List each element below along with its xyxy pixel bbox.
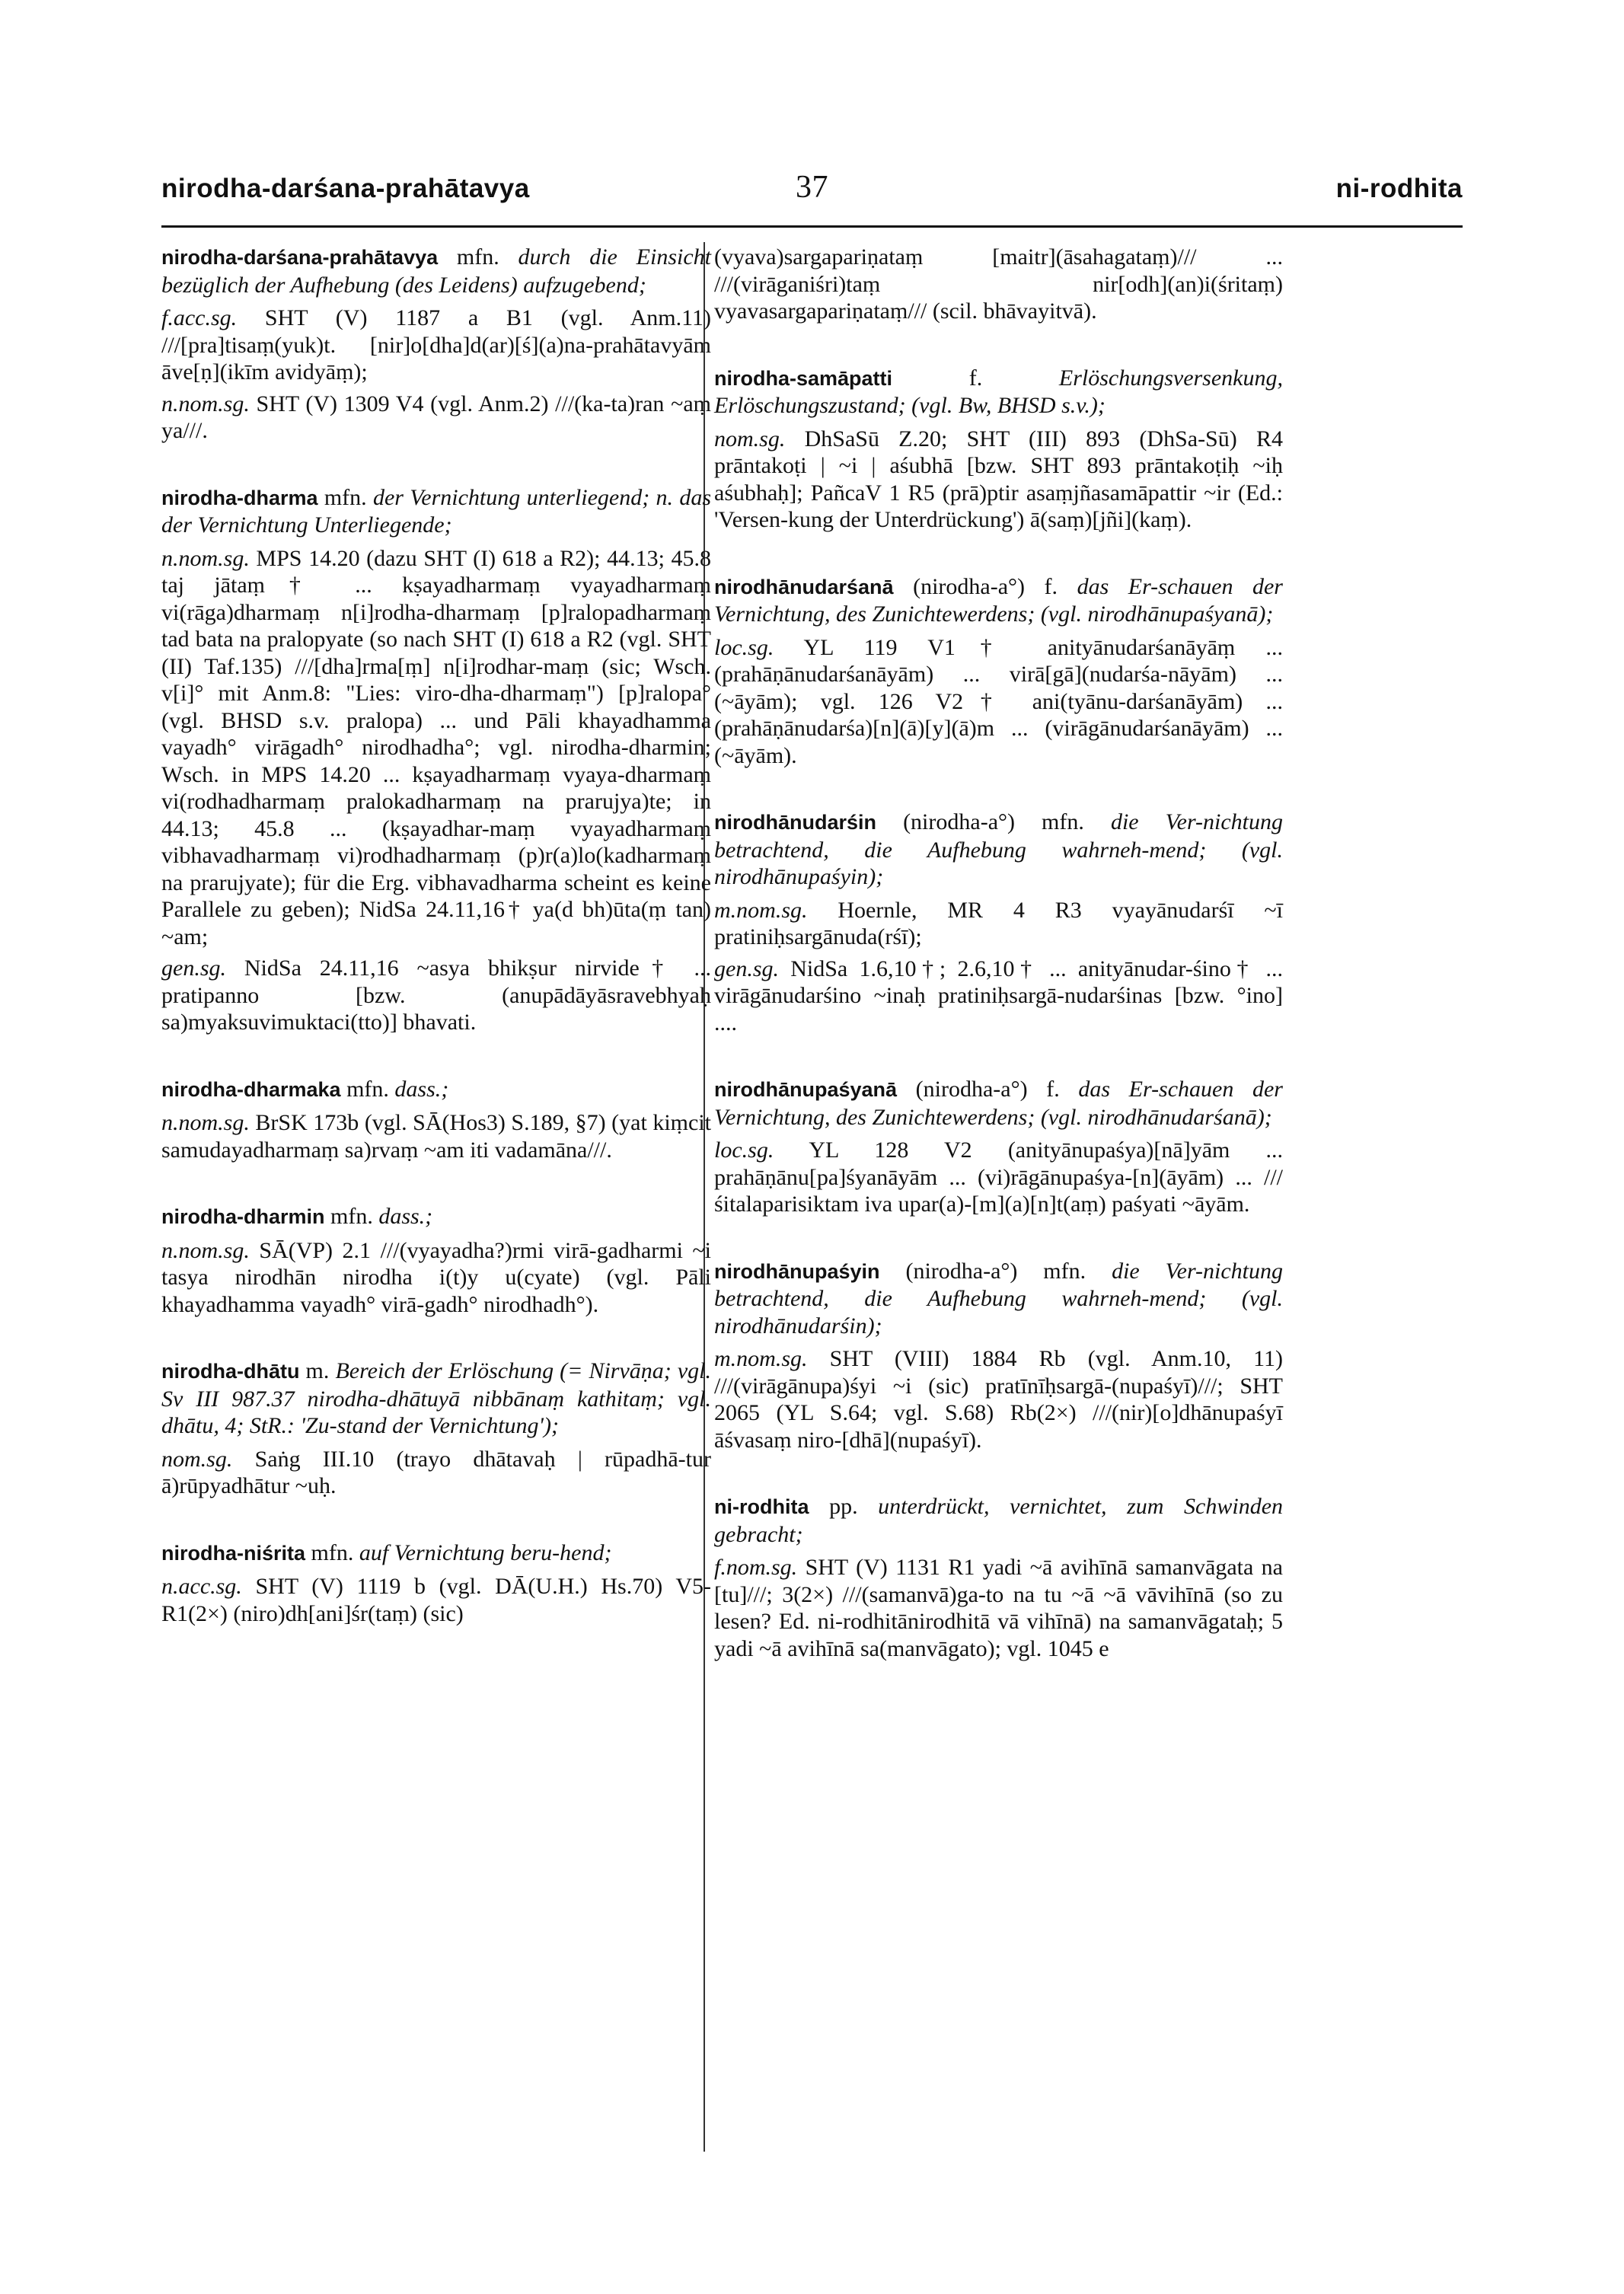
definition: Bereich der Erlöschung (= Nirvāṇa; vgl. Sv III 987.37 nirodha-dhātuyā nibbānaṃ kathitaṃ; vgl. dhātu, 4; StR.: 'Zu-stand der Vernichtung'); xyxy=(161,1358,711,1438)
dictionary-entry xyxy=(161,484,711,1036)
citation xyxy=(714,634,1283,770)
case-label: nom.sg. xyxy=(161,1446,233,1472)
entry-heading xyxy=(714,809,1283,891)
case-label: n.nom.sg. xyxy=(161,545,250,571)
entry-heading xyxy=(161,484,711,539)
citation-text: DhSaSū Z.20; SHT (III) 893 (DhSa-Sū) R4 prāntakoṭi | ~i | aśubhā [bzw. SHT 893 prāntakoṭiḥ ~iḥ aśubhaḥ]; PañcaV 1 R5 (prā)ptir asaṃjñasamāpattir ~ir (Ed.: 'Versen-kung der Unterdrückung') ā(saṃ)[jñi](kaṃ). xyxy=(714,426,1283,532)
citation xyxy=(161,1446,711,1500)
definition: dass.; xyxy=(394,1076,449,1102)
citation-text: Saṅg III.10 (trayo dhātavaḥ | rūpadhā-tur ā)rūpyadhātur ~uḥ. xyxy=(161,1446,711,1498)
citation-text: BrSK 173b (vgl. SĀ(Hos3) S.189, §7) (yat kiṃcit samudayadharmaṃ sa)rvaṃ ~am iti vadamāna///. xyxy=(161,1110,711,1163)
dictionary-entry xyxy=(161,1358,711,1500)
dictionary-entry xyxy=(714,809,1283,1036)
citation-text: NidSa 24.11,16 ~asya bhikṣur nirvide† ... pratipanno [bzw. (anupādāyāsravebhyaḥ sa)myaksuvimuktaci(tto)] bhavati. xyxy=(161,956,711,1035)
grammar-label: mfn. xyxy=(317,484,373,510)
case-label: m.nom.sg. xyxy=(714,897,808,923)
headword: nirodha-dharmin xyxy=(161,1205,325,1228)
citation-text: MPS 14.20 (dazu SHT (I) 618 a R2); 44.13; 45.8 taj jātaṃ† ... kṣayadharmaṃ vyayadharmaṃ vi(rāga)dharmaṃ n[i]rodha-dharmaṃ [p]ralopadharmaṃ tad bata na pralopyate (so nach SHT (I) 618 a R2 (vgl. SHT (II) Taf.135) ///[dha]rma[ṃ] n[i]rodhar-maṃ (sic; Wsch. v[i]° mit Anm.8: "Lies: viro-dha-dharmaṃ") [p]ralopa° (vgl. BHSD s.v. pralopa) ... und Pāli khayadhamma vayadh° virāgadh° nirodhadha°; vgl. nirodha-dharmin; Wsch. in MPS 14.20 ... kṣayadharmaṃ vyaya-dharmaṃ vi(rodhadharmaṃ pralokadharmaṃ na prarujya)te; in 44.13; 45.8 ... (kṣayadhar-maṃ vyayadharmaṃ vibhavadharmaṃ vi)rodhadharmaṃ (p)r(a)lo(kadharmaṃ na prarujyate); für die Erg. vibhavadharma scheint es keine Parallele zu geben); NidSa 24.11,16† ya(d bh)ūta(ṃ tan) ~am; xyxy=(161,545,711,949)
page-header xyxy=(161,170,1463,219)
citation xyxy=(161,1109,711,1163)
citation-text: SĀ(VP) 2.1 ///(vyayadha?)rmi virā-gadharmi ~i tasya nirodhān nirodha i(t)y u(cyate) (vgl. Pāli khayadhamma vayadh° virā-gadh° nirodhadh°). xyxy=(161,1237,711,1317)
definition: das Er-schauen der Vernichtung, des Zunichtewerdens; (vgl. nirodhānudarśanā); xyxy=(714,1077,1283,1130)
citation xyxy=(161,1573,711,1627)
entry-heading xyxy=(161,1203,711,1231)
grammar-label: mfn. xyxy=(324,1204,379,1229)
citation-text: YL 119 V1† anityānudarśanāyāṃ ... (prahāṇānudarśanāyām) ... virā[gā](nudarśa-nāyām) ... (~āyām); vgl. 126 V2† ani(tyānu-darśanāyām) ... (prahāṇānudarśa)[n](ā)[y](ā)m ... (virāgānudarśanāyām) ... (~āyām). xyxy=(714,634,1283,768)
definition: durch die Einsicht bezüglich der Aufhebung (des Leidens) aufzugebend; xyxy=(161,244,711,298)
headword: nirodhānudarśin xyxy=(714,811,877,834)
headword: nirodhānupaśyin xyxy=(714,1259,880,1283)
header-rule xyxy=(161,225,1463,228)
case-label: n.nom.sg. xyxy=(161,391,250,416)
case-label: f.acc.sg. xyxy=(161,305,238,330)
grammar-label: (nirodha-a°) mfn. xyxy=(876,809,1111,834)
headword: nirodha-dhātu xyxy=(161,1360,300,1383)
citation xyxy=(714,897,1283,951)
grammar-label: f. xyxy=(892,365,1059,391)
entry-heading xyxy=(714,1076,1283,1131)
headword: nirodha-darśana-prahātavya xyxy=(161,246,439,269)
entry-heading xyxy=(714,1258,1283,1340)
citation xyxy=(161,955,711,1036)
definition: dass.; xyxy=(378,1204,433,1229)
grammar-label: mfn. xyxy=(305,1539,359,1565)
dictionary-entry xyxy=(714,365,1283,534)
page-number: 37 xyxy=(796,170,828,205)
citation xyxy=(161,545,711,951)
citation xyxy=(714,1345,1283,1453)
definition: auf Vernichtung beru-hend; xyxy=(359,1539,612,1565)
left-column xyxy=(161,244,711,1667)
entry-heading xyxy=(161,244,711,298)
case-label: nom.sg. xyxy=(714,426,786,451)
dictionary-entry xyxy=(161,1203,711,1318)
right-column xyxy=(714,244,1283,1702)
dictionary-entry xyxy=(161,1539,711,1628)
citation xyxy=(161,1237,711,1319)
definition: der Vernichtung unterliegend; n. das der Vernichtung Unterliegende; xyxy=(161,484,711,538)
dictionary-entry xyxy=(714,573,1283,770)
definition: unterdrückt, vernichtet, zum Schwinden gebracht; xyxy=(714,1494,1284,1547)
case-label: gen.sg. xyxy=(161,956,226,981)
headword: nirodhānupaśyanā xyxy=(714,1078,898,1101)
definition: die Ver-nichtung betrachtend, die Aufhebung wahrneh-mend; (vgl. nirodhānudarśin); xyxy=(714,1258,1284,1338)
citation-text: SHT (V) 1187 a B1 (vgl. Anm.11) ///[pra]tisaṃ(yuk)t. [nir]o[dha]d(ar)[ś](a)na-prahātavyām āve[ṇ](ikīm avidyāṃ); xyxy=(161,305,711,384)
running-head-right: ni-rodhita xyxy=(1335,174,1463,203)
grammar-label: (nirodha-a°) f. xyxy=(897,1077,1079,1102)
definition: die Ver-nichtung betrachtend, die Aufhebung wahrneh-mend; (vgl. nirodhānupaśyin); xyxy=(714,809,1284,889)
entry-heading xyxy=(161,1539,711,1568)
citation xyxy=(161,391,711,445)
headword: nirodha-dharma xyxy=(161,486,318,509)
entry-heading xyxy=(714,573,1283,628)
headword: nirodha-dharmaka xyxy=(161,1077,341,1101)
headword: nirodhānudarśanā xyxy=(714,575,894,598)
dictionary-entry xyxy=(714,1493,1283,1662)
grammar-label: (nirodha-a°) mfn. xyxy=(879,1258,1112,1284)
citation-text: (vyava)sargapariṇataṃ [maitr](āsahagataṃ)/// ... ///(virāganiśri)taṃ nir[odh](an)i(śritaṃ) vyavasargapariṇataṃ/// (scil. bhāvayitvā). xyxy=(714,244,1283,324)
citation xyxy=(161,305,711,386)
citation xyxy=(714,1137,1283,1218)
citation-text: YL 128 V2 (anityānupaśya)[nā]yām ... prahāṇānu[pa]śyanāyām ... (vi)rāgānupaśya-[n](āyām) ... ///śitalaparisiktam iva upar(a)-[m](a)[n]t(aṃ) paśyati ~āyām. xyxy=(714,1137,1283,1217)
dictionary-entry xyxy=(161,1076,711,1164)
dictionary-entry xyxy=(161,244,711,445)
citation-text: SHT (V) 1119 b (vgl. DĀ(U.H.) Hs.70) V5-R1(2×) (niro)dh[ani]śr(taṃ) (sic) xyxy=(161,1574,711,1626)
case-label: n.nom.sg. xyxy=(161,1110,250,1135)
citation xyxy=(714,244,1283,325)
dictionary-entry xyxy=(714,1076,1283,1218)
dictionary-entry xyxy=(714,1258,1283,1454)
case-label: m.nom.sg. xyxy=(714,1346,808,1371)
entry-heading xyxy=(714,1493,1283,1548)
citation xyxy=(714,956,1283,1037)
running-head-left: nirodha-darśana-prahātavya xyxy=(161,174,530,203)
entry-heading xyxy=(161,1358,711,1440)
definition: Erlöschungsversenkung, Erlöschungszustand; (vgl. Bw, BHSD s.v.); xyxy=(714,365,1283,418)
case-label: loc.sg. xyxy=(714,634,774,660)
grammar-label: mfn. xyxy=(438,244,518,270)
grammar-label: pp. xyxy=(809,1494,879,1519)
dictionary-entry xyxy=(714,244,1283,325)
case-label: n.nom.sg. xyxy=(161,1237,250,1263)
definition: das Er-schauen der Vernichtung, des Zunichtewerdens; (vgl. nirodhānupaśyanā); xyxy=(714,573,1283,627)
grammar-label: (nirodha-a°) f. xyxy=(893,573,1077,599)
case-label: gen.sg. xyxy=(714,956,779,981)
citation-text: SHT (V) 1131 R1 yadi ~ā avihīnā samanvāgata na [tu]///; 3(2×) ///(samanvā)ga-to na tu ~ā ~ā vāvihīnā (so zu lesen? Ed. ni-rodhitānirodhitā vā vihīnā) na samanvāgataḥ; 5 yadi ~ā avihīnā sa(manvāgato); vgl. 1045 e xyxy=(714,1555,1283,1661)
citation xyxy=(714,426,1283,534)
case-label: loc.sg. xyxy=(714,1137,774,1163)
citation xyxy=(714,1554,1283,1662)
grammar-label: m. xyxy=(299,1358,336,1383)
citation-text: NidSa 1.6,10†; 2.6,10† ... anityānudar-śino† ... virāgānudarśino ~inaḥ pratiniḥsargā-nudarśinas [bzw. °ino] .... xyxy=(714,956,1283,1035)
case-label: f.nom.sg. xyxy=(714,1555,798,1580)
headword: ni-rodhita xyxy=(714,1495,809,1518)
grammar-label: mfn. xyxy=(340,1076,395,1102)
citation-text: SHT (VIII) 1884 Rb (vgl. Anm.10, 11) ///(virāgānupa)śyi ~i (sic) pratīnīḥsargā-(nupaśyī)///; SHT 2065 (YL S.64; vgl. S.68) Rb(2×) ///(nir)[o]dhānupaśyī āśvasaṃ niro-[dhā](nupaśyī). xyxy=(714,1346,1283,1453)
case-label: n.acc.sg. xyxy=(161,1574,242,1599)
citation-text: SHT (V) 1309 V4 (vgl. Anm.2) ///(ka-ta)ran ~aṃ ya///. xyxy=(161,391,711,443)
citation-text: Hoernle, MR 4 R3 vyayānudarśī ~ī pratiniḥsargānuda(rśī); xyxy=(714,897,1283,949)
headword: nirodha-samāpatti xyxy=(714,366,893,390)
entry-heading xyxy=(161,1076,711,1104)
entry-heading xyxy=(714,365,1283,420)
headword: nirodha-niśrita xyxy=(161,1541,306,1565)
